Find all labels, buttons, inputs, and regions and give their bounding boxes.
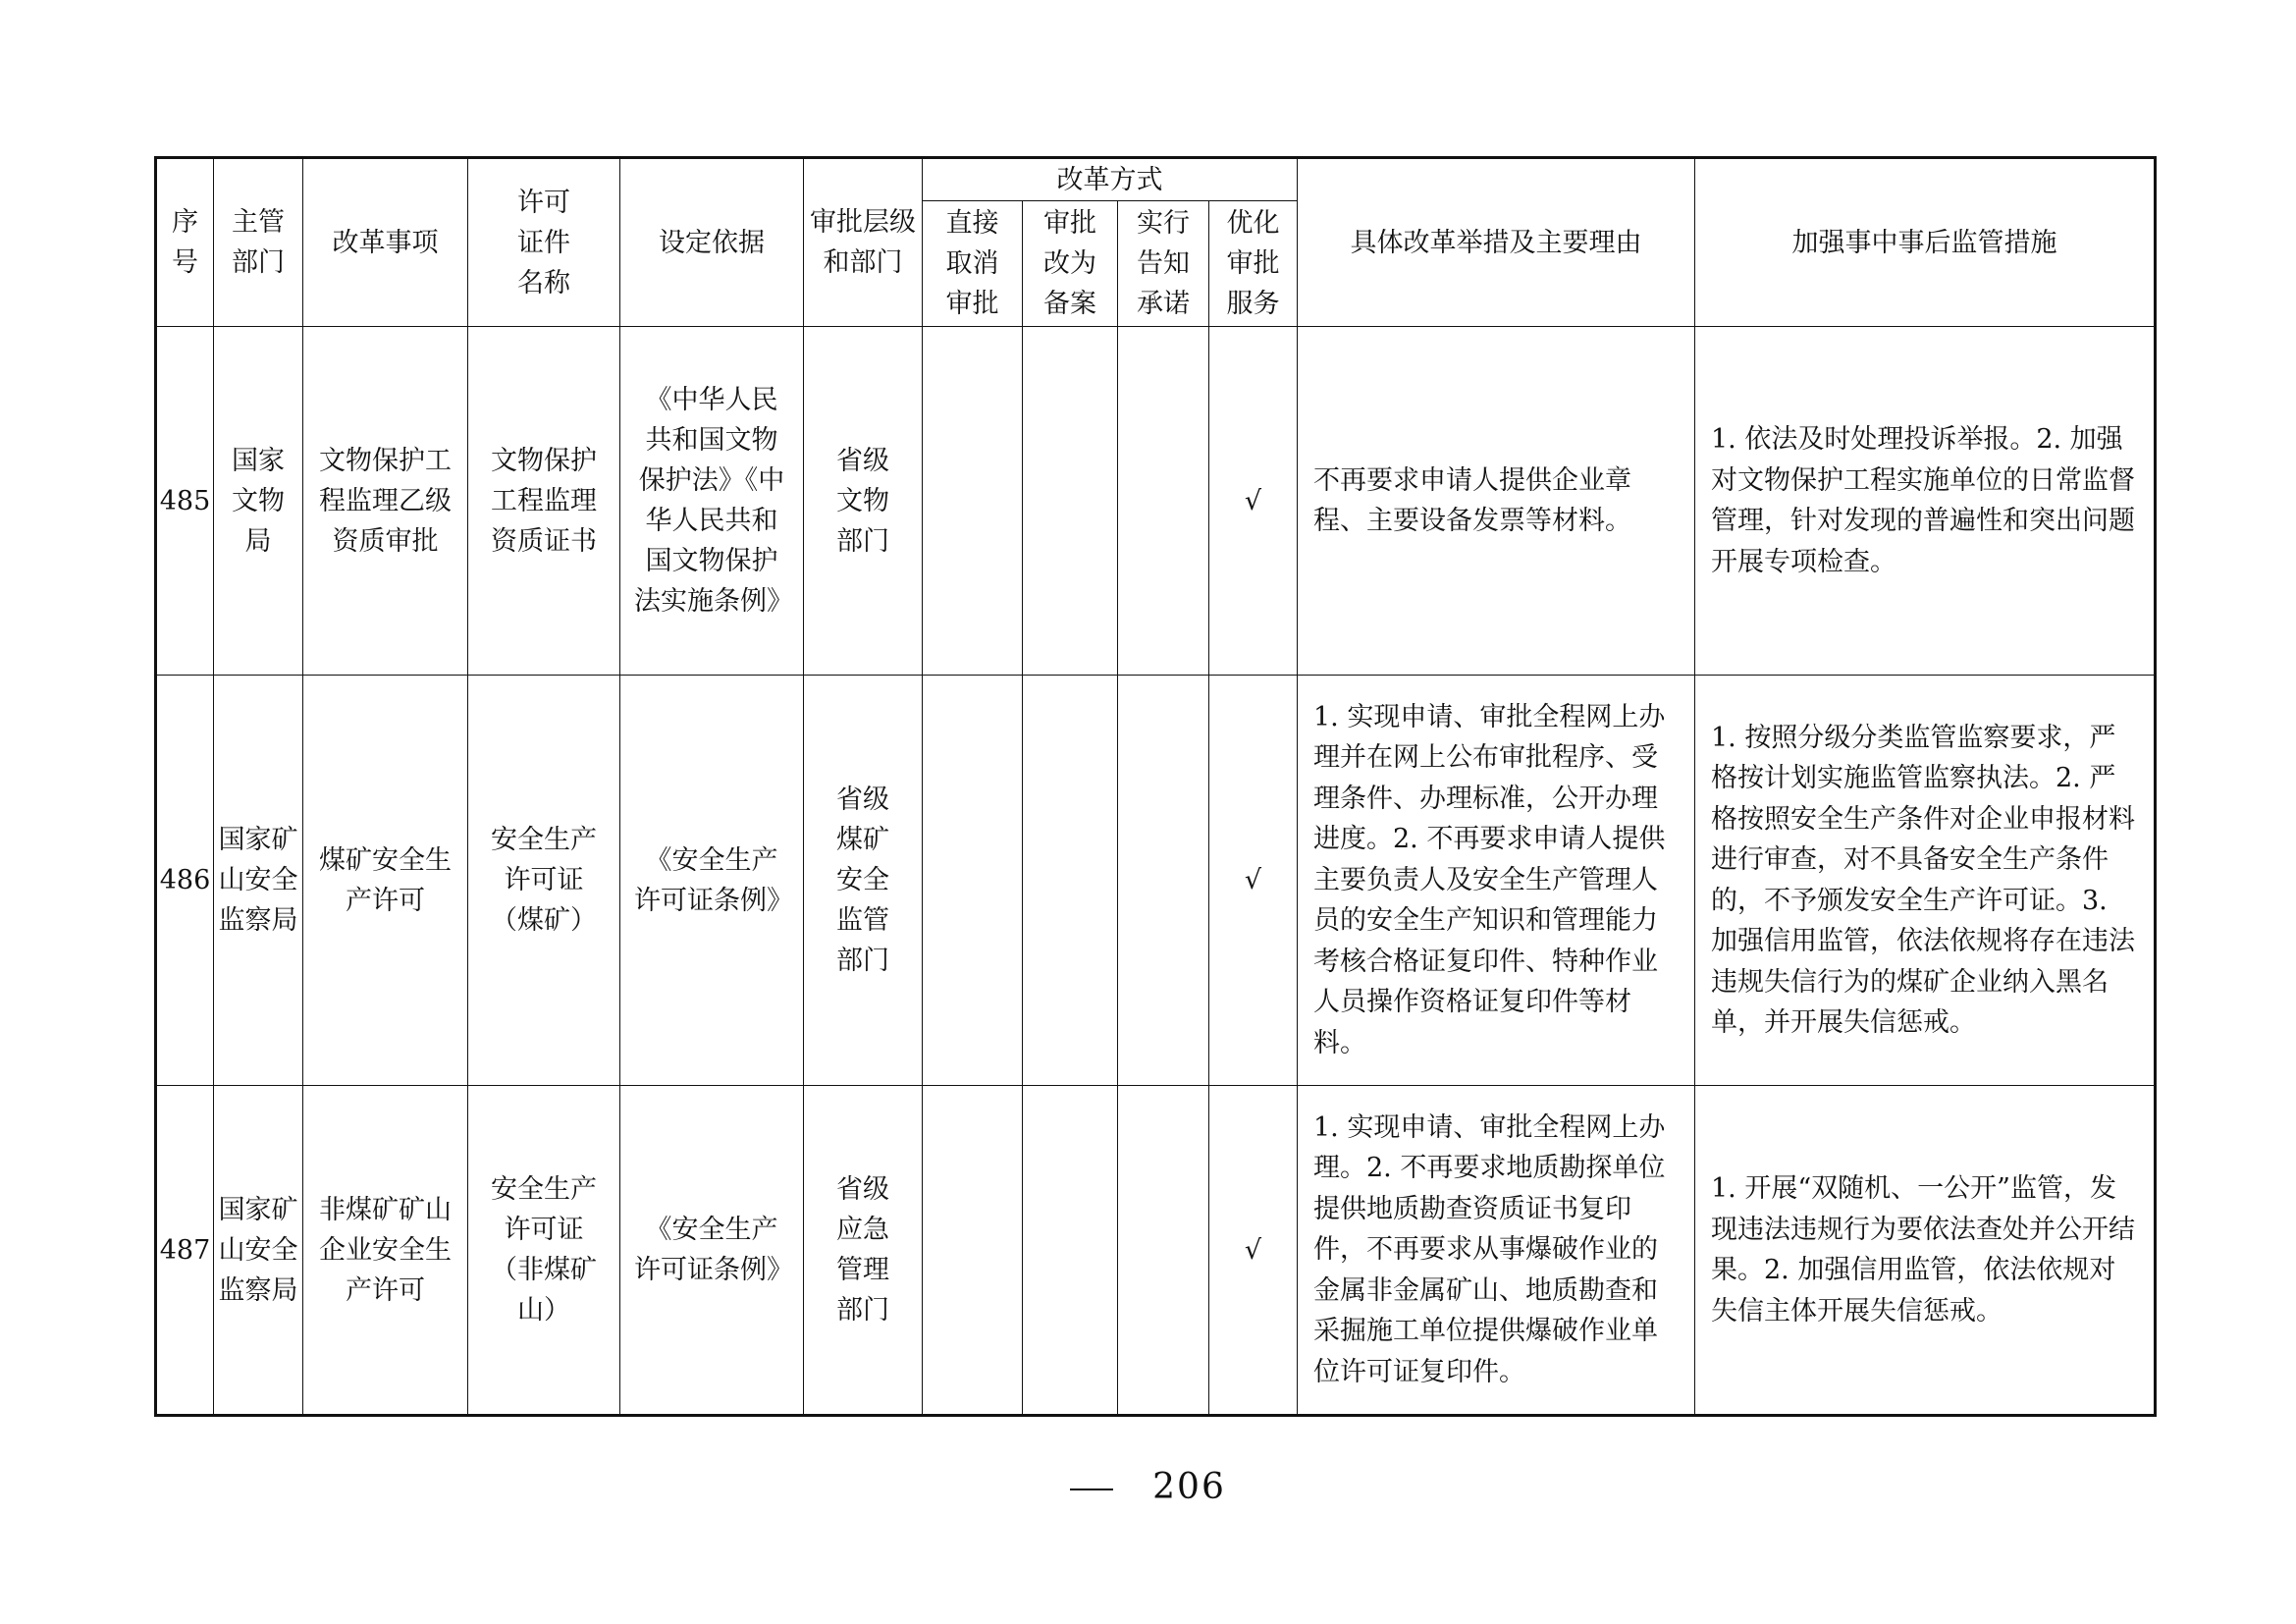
row-basis: 《安全生产许可证条例》 bbox=[620, 676, 804, 1086]
row-item: 煤矿安全生产许可 bbox=[303, 676, 468, 1086]
row-license: 安全生产许可证（非煤矿山） bbox=[468, 1086, 620, 1416]
page-number: 206 bbox=[1152, 1467, 1226, 1507]
header-method-record: 审批改为备案 bbox=[1023, 201, 1118, 327]
header-method-notify: 实行告知承诺 bbox=[1118, 201, 1209, 327]
row-license: 文物保护工程监理资质证书 bbox=[468, 327, 620, 676]
row-notify bbox=[1118, 327, 1209, 676]
row-measures: 不再要求申请人提供企业章程、主要设备发票等材料。 bbox=[1298, 327, 1695, 676]
header-level: 审批层级和部门 bbox=[804, 158, 923, 327]
row-dept: 国家矿山安全监察局 bbox=[214, 676, 303, 1086]
row-basis: 《中华人民共和国文物保护法》《中华人民共和国文物保护法实施条例》 bbox=[620, 327, 804, 676]
row-measures: 1. 实现申请、审批全程网上办理并在网上公布审批程序、受理条件、办理标准，公开办理进度。2. 不再要求申请人提供主要负责人及安全生产管理人员的安全生产知识和管理能力考核合格证复印件、特种作业人员操作资格证复印件等材料。 bbox=[1298, 676, 1695, 1086]
row-optimize-checkmark: √ bbox=[1209, 1086, 1298, 1416]
row-seq: 486 bbox=[156, 676, 214, 1086]
row-optimize-checkmark: √ bbox=[1209, 676, 1298, 1086]
row-cancel bbox=[923, 676, 1023, 1086]
row-item: 文物保护工程监理乙级资质审批 bbox=[303, 327, 468, 676]
table-row bbox=[156, 1086, 2156, 1416]
row-cancel bbox=[923, 327, 1023, 676]
row-basis: 《安全生产许可证条例》 bbox=[620, 1086, 804, 1416]
row-seq: 485 bbox=[156, 327, 214, 676]
row-supervision: 1. 按照分级分类监管监察要求，严格按计划实施监管监察执法。2. 严格按照安全生产条件对企业申报材料进行审查，对不具备安全生产条件的，不予颁发安全生产许可证。3. 加强信用监管，依法依规将存在违法违规失信行为的煤矿企业纳入黑名单，并开展失信惩戒。 bbox=[1695, 676, 2156, 1086]
header-measures: 具体改革举措及主要理由 bbox=[1298, 158, 1695, 327]
header-item: 改革事项 bbox=[303, 158, 468, 327]
row-supervision: 1. 依法及时处理投诉举报。2. 加强对文物保护工程实施单位的日常监督管理，针对发现的普遍性和突出问题开展专项检查。 bbox=[1695, 327, 2156, 676]
row-seq: 487 bbox=[156, 1086, 214, 1416]
row-record bbox=[1023, 327, 1118, 676]
row-record bbox=[1023, 1086, 1118, 1416]
header-supervision: 加强事中事后监管措施 bbox=[1695, 158, 2156, 327]
header-method-cancel: 直接取消审批 bbox=[923, 201, 1023, 327]
table-row bbox=[156, 676, 2156, 1086]
footer-dash bbox=[1070, 1489, 1113, 1490]
row-level: 省级煤矿安全监管部门 bbox=[804, 676, 923, 1086]
page-footer bbox=[0, 1467, 2296, 1507]
row-dept: 国家矿山安全监察局 bbox=[214, 1086, 303, 1416]
row-notify bbox=[1118, 1086, 1209, 1416]
header-basis: 设定依据 bbox=[620, 158, 804, 327]
header-license: 许可证件名称 bbox=[468, 158, 620, 327]
table-row bbox=[156, 327, 2156, 676]
header-method-optimize: 优化审批服务 bbox=[1209, 201, 1298, 327]
row-level: 省级应急管理部门 bbox=[804, 1086, 923, 1416]
row-notify bbox=[1118, 676, 1209, 1086]
row-optimize-checkmark: √ bbox=[1209, 327, 1298, 676]
row-item: 非煤矿矿山企业安全生产许可 bbox=[303, 1086, 468, 1416]
row-record bbox=[1023, 676, 1118, 1086]
row-measures: 1. 实现申请、审批全程网上办理。2. 不再要求地质勘探单位提供地质勘查资质证书复印件，不再要求从事爆破作业的金属非金属矿山、地质勘查和采掘施工单位提供爆破作业单位许可证复印件。 bbox=[1298, 1086, 1695, 1416]
header-method-group: 改革方式 bbox=[923, 158, 1298, 201]
header-seq: 序号 bbox=[156, 158, 214, 327]
header-dept: 主管部门 bbox=[214, 158, 303, 327]
row-level: 省级文物部门 bbox=[804, 327, 923, 676]
row-supervision: 1. 开展“双随机、一公开”监管，发现违法违规行为要依法查处并公开结果。2. 加强信用监管，依法依规对失信主体开展失信惩戒。 bbox=[1695, 1086, 2156, 1416]
reform-table bbox=[154, 156, 2157, 1417]
row-license: 安全生产许可证（煤矿） bbox=[468, 676, 620, 1086]
row-dept: 国家文物局 bbox=[214, 327, 303, 676]
row-cancel bbox=[923, 1086, 1023, 1416]
